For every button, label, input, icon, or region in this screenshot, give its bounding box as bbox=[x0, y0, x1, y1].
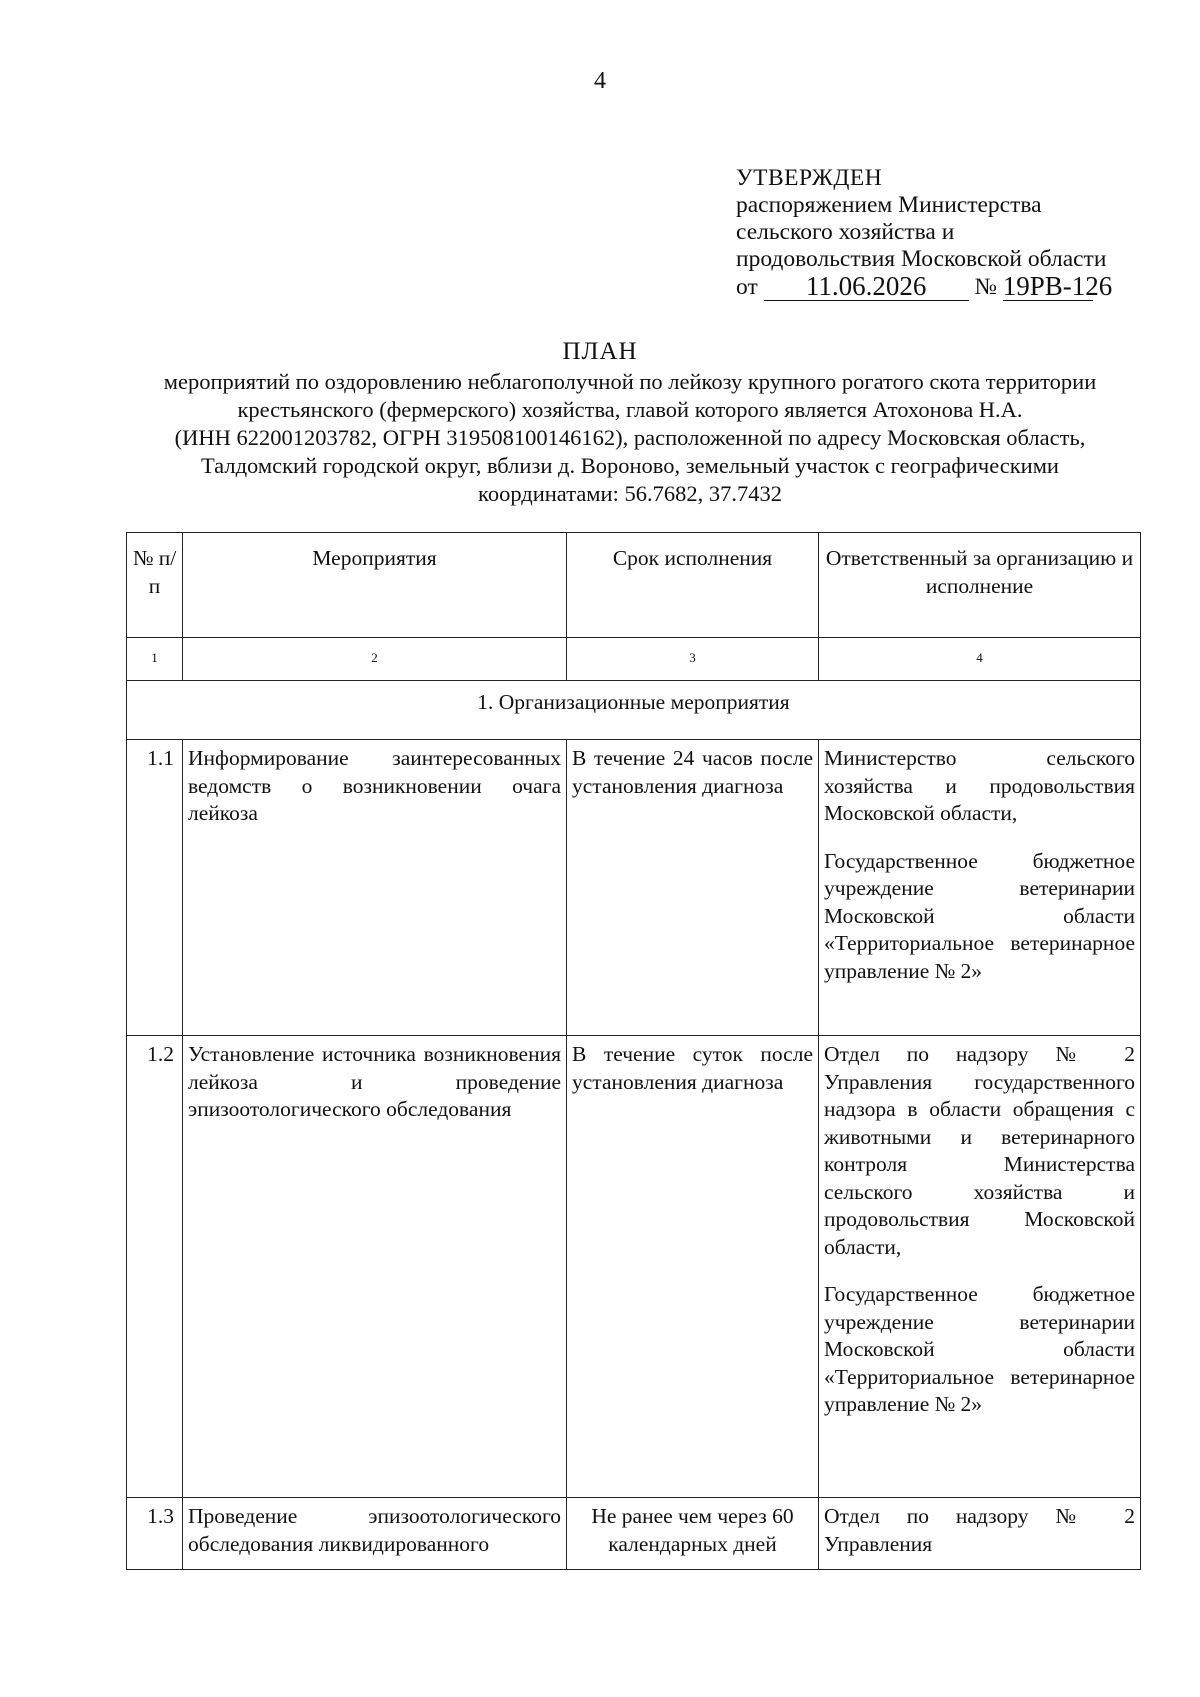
responsible-part-2: Государственное бюджетное учреждение ветеринарии Московской области «Территориальное ветеринарное управление № 2» bbox=[824, 1282, 1135, 1416]
row-number: 1.1 bbox=[127, 740, 183, 1036]
plan-subtitle-line-2: крестьянского (фермерского) хозяйства, главой которого является Атохонова Н.А. bbox=[237, 397, 1023, 422]
table-header-row bbox=[127, 533, 1141, 638]
plan-table bbox=[126, 532, 1141, 1570]
plan-subtitle-line-3: (ИНН 622001203782, ОГРН 319508100146162), расположенной по адресу Московская область, bbox=[174, 425, 1086, 450]
approval-title: УТВЕРЖДЕН bbox=[736, 165, 883, 191]
page-number: 4 bbox=[594, 68, 606, 94]
plan-title: ПЛАН bbox=[562, 338, 638, 365]
plan-subtitle bbox=[110, 368, 1150, 508]
header-activity: Мероприятия bbox=[183, 533, 567, 638]
plan-subtitle-line-1: мероприятий по оздоровлению неблагополучной по лейкозу крупного рогатого скота территории bbox=[163, 369, 1097, 394]
row-activity: Информирование заинтересованных ведомств о возникновении очага лейкоза bbox=[183, 740, 567, 1036]
approval-line-3: продовольствия Московской области bbox=[736, 246, 1107, 272]
column-number: 1 bbox=[127, 638, 183, 681]
row-responsible bbox=[819, 1498, 1141, 1570]
header-num: № п/п bbox=[127, 533, 183, 638]
responsible-part-1: Отдел по надзору № 2 Управления bbox=[824, 1504, 1135, 1556]
row-activity: Установление источника возникновения лейкоза и проведение эпизоотологического обследования bbox=[183, 1036, 567, 1498]
table-row bbox=[127, 1498, 1141, 1570]
row-responsible bbox=[819, 1036, 1141, 1498]
plan-subtitle-line-4: Талдомский городской округ, вблизи д. Вороново, земельный участок с географическими bbox=[201, 453, 1059, 478]
row-number: 1.3 bbox=[127, 1498, 183, 1570]
row-deadline: В течение 24 часов после установления диагноза bbox=[567, 740, 819, 1036]
approval-date: 11.06.2026 bbox=[764, 273, 969, 301]
column-number: 4 bbox=[819, 638, 1141, 681]
table-row bbox=[127, 740, 1141, 1036]
approval-line-1: распоряжением Министерства bbox=[736, 192, 1042, 218]
header-responsible: Ответственный за организацию и исполнение bbox=[819, 533, 1141, 638]
approval-line-2: сельского хозяйства и bbox=[736, 219, 955, 245]
plan-subtitle-line-5: координатами: 56.7682, 37.7432 bbox=[478, 481, 782, 506]
approval-number: 19РВ-126 bbox=[1002, 271, 1113, 301]
row-deadline: Не ранее чем через 60 календарных дней bbox=[567, 1498, 819, 1570]
column-number-row bbox=[127, 638, 1141, 681]
plan-table-wrapper bbox=[126, 532, 1140, 1664]
row-activity: Проведение эпизоотологического обследования ликвидированного bbox=[183, 1498, 567, 1570]
column-number: 2 bbox=[183, 638, 567, 681]
table-row bbox=[127, 1036, 1141, 1498]
section-title: 1. Организационные мероприятия bbox=[127, 681, 1141, 740]
responsible-part-1: Министерство сельского хозяйства и продовольствия Московской области, bbox=[824, 746, 1135, 825]
column-number: 3 bbox=[567, 638, 819, 681]
section-row bbox=[127, 681, 1141, 740]
header-deadline: Срок исполнения bbox=[567, 533, 819, 638]
date-prefix: от bbox=[736, 274, 758, 300]
responsible-part-2: Государственное бюджетное учреждение ветеринарии Московской области «Территориальное ветеринарное управление № 2» bbox=[824, 848, 1135, 983]
approval-date-number-line bbox=[736, 271, 1113, 301]
row-deadline: В течение суток после установления диагноза bbox=[567, 1036, 819, 1498]
responsible-part-1: Отдел по надзору № 2 Управления государственного надзора в области обращения с животными и ветеринарного контроля Министерства сельского хозяйства и продовольствия Московской области, bbox=[824, 1042, 1135, 1259]
row-responsible bbox=[819, 740, 1141, 1036]
number-prefix: № bbox=[974, 274, 997, 300]
approval-block bbox=[736, 165, 1113, 301]
row-number: 1.2 bbox=[127, 1036, 183, 1498]
